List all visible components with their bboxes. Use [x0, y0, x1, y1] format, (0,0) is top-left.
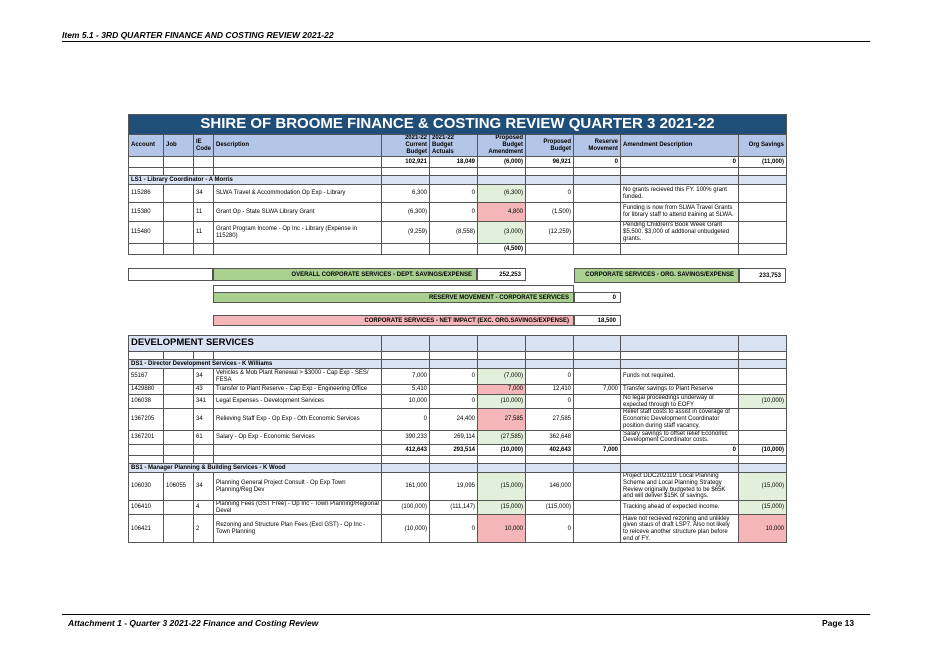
table-cell [574, 176, 621, 185]
table-cell [574, 515, 621, 543]
section-header-row [129, 360, 787, 369]
section-title: DS1 - Director Development Services - K Williams [129, 360, 382, 369]
table-cell [430, 244, 478, 255]
table-cell: 4,800 [478, 203, 526, 222]
table-cell: 27,585 [526, 409, 574, 430]
table-cell: 362,648 [526, 430, 574, 444]
table-cell [739, 464, 787, 473]
table-cell: (111,147) [430, 501, 478, 515]
total-org-savings: (11,000) [739, 157, 787, 168]
table-row [129, 369, 787, 385]
table-cell: 106030 [129, 473, 164, 501]
table-cell: Legal Expenses - Development Services [214, 395, 382, 409]
table-cell: (15,000) [739, 501, 787, 515]
table-cell [194, 168, 214, 176]
total-proposed: 96,921 [526, 157, 574, 168]
summary-spacer [213, 285, 574, 292]
table-cell [739, 168, 787, 176]
table-cell: (10,000) [382, 515, 430, 543]
table-cell: 12,410 [526, 385, 574, 395]
section-title-row [129, 336, 787, 352]
table-cell: 10,000 [739, 515, 787, 543]
table-cell [164, 244, 194, 255]
col-budget-amendment: Proposed Budget Amendment [478, 135, 526, 157]
table-cell: 106055 [164, 473, 194, 501]
table-cell [382, 464, 430, 473]
table-cell [478, 168, 526, 176]
table-cell [739, 176, 787, 185]
table-cell: 106421 [129, 515, 164, 543]
table-cell [129, 456, 164, 464]
table-cell [430, 176, 478, 185]
total-reserve: 0 [574, 157, 621, 168]
table-cell: Have not recieved rezoning and unlikley given staus of draft LSP7. Also not likely to reiceve another structure plan before end of FY. [621, 515, 739, 543]
header-rule [62, 41, 870, 42]
table-cell: (8,558) [430, 222, 478, 244]
table-cell: 10,000 [478, 515, 526, 543]
table-row [129, 385, 787, 395]
table-cell [739, 385, 787, 395]
table-row [129, 501, 787, 515]
table-cell [478, 352, 526, 360]
table-row [129, 409, 787, 430]
table-cell: 115380 [129, 203, 164, 222]
table-cell [574, 456, 621, 464]
column-header-row [129, 135, 787, 157]
page-header: Item 5.1 - 3RD QUARTER FINANCE AND COSTING REVIEW 2021-22 [62, 30, 334, 40]
table-cell: 10,000 [382, 395, 430, 409]
table-cell [739, 222, 787, 244]
table-cell: (15,000) [739, 473, 787, 501]
table-cell [526, 244, 574, 255]
table-cell [382, 456, 430, 464]
table-row [129, 473, 787, 501]
col-job: Job [164, 135, 194, 157]
table-cell: (10,000) [739, 445, 787, 456]
table-cell: 269,114 [430, 430, 478, 444]
table-row [129, 430, 787, 444]
org-value: 233,753 [739, 268, 786, 283]
table-cell [739, 409, 787, 430]
table-cell: 0 [430, 203, 478, 222]
table-cell: 115286 [129, 185, 164, 203]
total-actuals: 18,049 [430, 157, 478, 168]
table-cell: 34 [194, 185, 214, 203]
table-cell: 1367205 [129, 409, 164, 430]
table-cell: (10,000) [478, 395, 526, 409]
table-cell: Transfer savings to Plant Reserve [621, 385, 739, 395]
col-description: Description [214, 135, 382, 157]
table-cell: 402,643 [526, 445, 574, 456]
table-cell: Salary - Op Exp - Economic Services [214, 430, 382, 444]
table-cell [739, 185, 787, 203]
table-cell: Funds not required. [621, 369, 739, 385]
table-cell [430, 456, 478, 464]
table-cell [478, 464, 526, 473]
table-cell: 55167 [129, 369, 164, 385]
col-proposed-budget: Proposed Budget [526, 135, 574, 157]
table-cell [430, 336, 478, 352]
table-cell: (100,000) [382, 501, 430, 515]
col-account: Account [129, 135, 164, 157]
col-org-savings: Org Savings [739, 135, 787, 157]
table-cell [574, 395, 621, 409]
table-cell [382, 176, 430, 185]
table-cell: 0 [621, 445, 739, 456]
table-cell: 412,643 [382, 445, 430, 456]
table-cell [739, 456, 787, 464]
table-cell [478, 456, 526, 464]
col-reserve-movement: Reserve Movement [574, 135, 621, 157]
reserve-label: RESERVE MOVEMENT - CORPORATE SERVICES [213, 292, 574, 303]
table-row [129, 185, 787, 203]
table-cell [478, 176, 526, 185]
table-cell: Planning Fees (GST Free) - Op Inc - Town Planning/Regional Devel [214, 501, 382, 515]
table-cell [129, 244, 164, 255]
table-cell [164, 409, 194, 430]
table-cell: 0 [430, 369, 478, 385]
table-cell [164, 515, 194, 543]
table-cell: Pending Children's Book Week Grant $5,500. $3,000 of addtional unbudgeted grants. [621, 222, 739, 244]
table-cell: (3,000) [478, 222, 526, 244]
table-cell [526, 352, 574, 360]
section-title: LS1 - Library Coordinator - A Morris [129, 176, 382, 185]
org-label: CORPORATE SERVICES - ORG. SAVINGS/EXPENSE [574, 268, 739, 283]
table-cell [739, 430, 787, 444]
table-cell [164, 430, 194, 444]
summary-spacer [128, 268, 213, 281]
table-cell: 34 [194, 409, 214, 430]
table-cell [574, 168, 621, 176]
table-cell [574, 360, 621, 369]
table-cell [382, 168, 430, 176]
table-cell: Relief staff costs to assist in coverage of Economic Development Coordinator position during staff vacancy. [621, 409, 739, 430]
corporate-services-table [128, 114, 787, 255]
table-cell: SLWA Travel & Accommodation Op Exp - Library [214, 185, 382, 203]
table-cell [574, 203, 621, 222]
table-cell: 2 [194, 515, 214, 543]
table-cell [164, 385, 194, 395]
table-cell [739, 360, 787, 369]
table-cell [164, 222, 194, 244]
table-cell: Funding is now from SLWA Travel Grants for library staff to attend training at SLWA. [621, 203, 739, 222]
table-cell [739, 369, 787, 385]
table-cell [621, 336, 739, 352]
table-cell: Rezoning and Structure Plan Fees (Excl GST) - Op Inc - Town Planning [214, 515, 382, 543]
table-cell [430, 385, 478, 395]
table-cell: 61 [194, 430, 214, 444]
table-cell: (1,500) [526, 203, 574, 222]
table-cell: 0 [430, 395, 478, 409]
table-cell [574, 222, 621, 244]
col-current-budget: 2021-22 Current Budget [382, 135, 430, 157]
table-cell [214, 168, 382, 176]
table-cell: 341 [194, 395, 214, 409]
net-impact-value: 18,500 [574, 315, 621, 326]
table-cell [526, 336, 574, 352]
table-cell [164, 369, 194, 385]
table-cell: 24,400 [430, 409, 478, 430]
table-cell [164, 157, 194, 168]
table-cell [214, 445, 382, 456]
table-cell [164, 445, 194, 456]
total-amendment: (6,000) [478, 157, 526, 168]
table-cell: 0 [526, 185, 574, 203]
table-cell [526, 360, 574, 369]
reserve-value: 0 [574, 292, 621, 303]
table-cell [382, 360, 430, 369]
subtotal-amendment: (4,500) [478, 244, 526, 255]
table-cell: Grant Program Income - Op Inc - Library (Expense in 115280) [214, 222, 382, 244]
table-cell [194, 244, 214, 255]
table-cell: 11 [194, 203, 214, 222]
table-cell [214, 352, 382, 360]
table-cell [214, 456, 382, 464]
table-cell [574, 501, 621, 515]
table-cell [621, 456, 739, 464]
table-cell [164, 168, 194, 176]
table-cell [526, 464, 574, 473]
table-cell [164, 501, 194, 515]
table-cell: Project DDC202119: Local Planning Scheme and Local Planning Strategy Review originally budgeted to be $65K and will deliver $15K of savings. [621, 473, 739, 501]
table-cell: 1429880 [129, 385, 164, 395]
table-cell [214, 157, 382, 168]
table-cell: 6,300 [382, 185, 430, 203]
table-cell [164, 352, 194, 360]
table-cell: (115,000) [526, 501, 574, 515]
table-row [129, 395, 787, 409]
table-cell [129, 157, 164, 168]
table-cell [621, 176, 739, 185]
table-cell [739, 244, 787, 255]
table-cell: 0 [526, 395, 574, 409]
table-cell: Transfer to Plant Reserve - Cap Exp - Engineering Office [214, 385, 382, 395]
table-cell: 43 [194, 385, 214, 395]
table-cell [382, 352, 430, 360]
table-row [129, 222, 787, 244]
table-cell [526, 168, 574, 176]
table-cell [478, 336, 526, 352]
table-cell: 27,585 [478, 409, 526, 430]
table-cell: 106410 [129, 501, 164, 515]
table-cell: (12,259) [526, 222, 574, 244]
table-cell: 146,000 [526, 473, 574, 501]
table-cell: 7,000 [574, 385, 621, 395]
table-cell: Relieving Staff Exp - Op Exp - Oth Economic Services [214, 409, 382, 430]
table-cell: 0 [526, 369, 574, 385]
table-cell: 11 [194, 222, 214, 244]
table-cell [574, 244, 621, 255]
table-cell [574, 369, 621, 385]
table-cell [129, 352, 164, 360]
col-amendment-description: Amendment Description [621, 135, 739, 157]
table-cell: No grants recieved this FY. 100% grant funded. [621, 185, 739, 203]
table-cell: 0 [430, 515, 478, 543]
overall-label: OVERALL CORPORATE SERVICES - DEPT. SAVINGS/EXPENSE [213, 268, 477, 281]
table-cell: 0 [430, 185, 478, 203]
table-cell: 19,095 [430, 473, 478, 501]
table-cell [621, 464, 739, 473]
table-cell [574, 185, 621, 203]
table-cell: 34 [194, 369, 214, 385]
table-cell: 7,000 [478, 385, 526, 395]
table-cell [621, 168, 739, 176]
page-number: Page 13 [822, 618, 855, 628]
table-cell: 7,000 [382, 369, 430, 385]
section-title: BS1 - Manager Planning & Building Services - K Wood [129, 464, 382, 473]
table-cell [382, 336, 430, 352]
table-cell [164, 203, 194, 222]
table-cell: No legal proceedings underway or expected through to EOFY [621, 395, 739, 409]
net-impact-label: CORPORATE SERVICES - NET IMPACT (EXC. ORG.SAVINGS/EXPENSE) [213, 315, 574, 326]
table-cell [194, 456, 214, 464]
table-cell [574, 430, 621, 444]
table-cell [430, 360, 478, 369]
overall-value: 252,253 [477, 268, 526, 281]
table-cell: Tracking ahead of expected income. [621, 501, 739, 515]
table-cell: 4 [194, 501, 214, 515]
table-cell: 7,000 [574, 445, 621, 456]
table-cell [129, 168, 164, 176]
table-cell [739, 336, 787, 352]
table-cell: (15,000) [478, 473, 526, 501]
table-cell: (10,000) [478, 445, 526, 456]
table-cell [164, 185, 194, 203]
table-cell [194, 352, 214, 360]
total-budget: 102,921 [382, 157, 430, 168]
table-cell: 0 [382, 409, 430, 430]
table-cell [621, 352, 739, 360]
table-cell: Vehicles & Mob Plant Renewal > $3000 - Cap Exp - SES/ FESA [214, 369, 382, 385]
table-row [129, 203, 787, 222]
table-cell: 390,233 [382, 430, 430, 444]
table-cell: (15,000) [478, 501, 526, 515]
table-cell: (6,300) [478, 185, 526, 203]
table-cell: Grant Op - State SLWA Library Grant [214, 203, 382, 222]
col-budget-actuals: 2021-22 Budget Actuals [430, 135, 478, 157]
table-cell [621, 360, 739, 369]
table-cell [739, 352, 787, 360]
report-banner: SHIRE OF BROOME FINANCE & COSTING REVIEW QUARTER 3 2021-22 [129, 115, 787, 135]
table-cell [430, 352, 478, 360]
table-cell: 1367201 [129, 430, 164, 444]
table-cell [164, 395, 194, 409]
table-cell [574, 409, 621, 430]
table-cell [574, 336, 621, 352]
section-header-row [129, 464, 787, 473]
table-cell [430, 168, 478, 176]
col-ie-code: IE Code [194, 135, 214, 157]
table-cell: 115480 [129, 222, 164, 244]
table-cell: 293,514 [430, 445, 478, 456]
table-cell [194, 445, 214, 456]
total-amend-desc: 0 [621, 157, 739, 168]
table-cell: 161,000 [382, 473, 430, 501]
section-header-row [129, 176, 787, 185]
table-cell: (7,000) [478, 369, 526, 385]
table-cell: 106038 [129, 395, 164, 409]
table-cell [129, 445, 164, 456]
table-cell: Salary savings to offset relief Economic Development Coordinator costs. [621, 430, 739, 444]
table-cell: 0 [526, 515, 574, 543]
table-cell: (9,259) [382, 222, 430, 244]
table-cell [382, 244, 430, 255]
table-cell: 5,410 [382, 385, 430, 395]
table-cell [574, 473, 621, 501]
table-cell: (10,000) [739, 395, 787, 409]
table-cell [478, 360, 526, 369]
table-row [129, 515, 787, 543]
table-cell: (27,585) [478, 430, 526, 444]
footer-rule [62, 614, 870, 615]
table-cell [430, 464, 478, 473]
table-cell [526, 456, 574, 464]
development-services-title: DEVELOPMENT SERVICES [129, 336, 382, 352]
table-cell [214, 244, 382, 255]
table-cell [574, 352, 621, 360]
table-cell: Planning General Project Consult - Op Exp Town Planning/Reg Dev [214, 473, 382, 501]
table-cell [621, 244, 739, 255]
table-cell [164, 456, 194, 464]
totals-row [129, 157, 787, 168]
table-cell [739, 203, 787, 222]
totals-row [129, 445, 787, 456]
table-cell: 34 [194, 473, 214, 501]
development-services-table [128, 335, 787, 543]
page-footer: Attachment 1 - Quarter 3 2021-22 Finance and Costing Review [68, 618, 319, 628]
table-cell [574, 464, 621, 473]
table-cell [194, 157, 214, 168]
subtotal-row [129, 244, 787, 255]
table-cell: (6,300) [382, 203, 430, 222]
table-cell [526, 176, 574, 185]
